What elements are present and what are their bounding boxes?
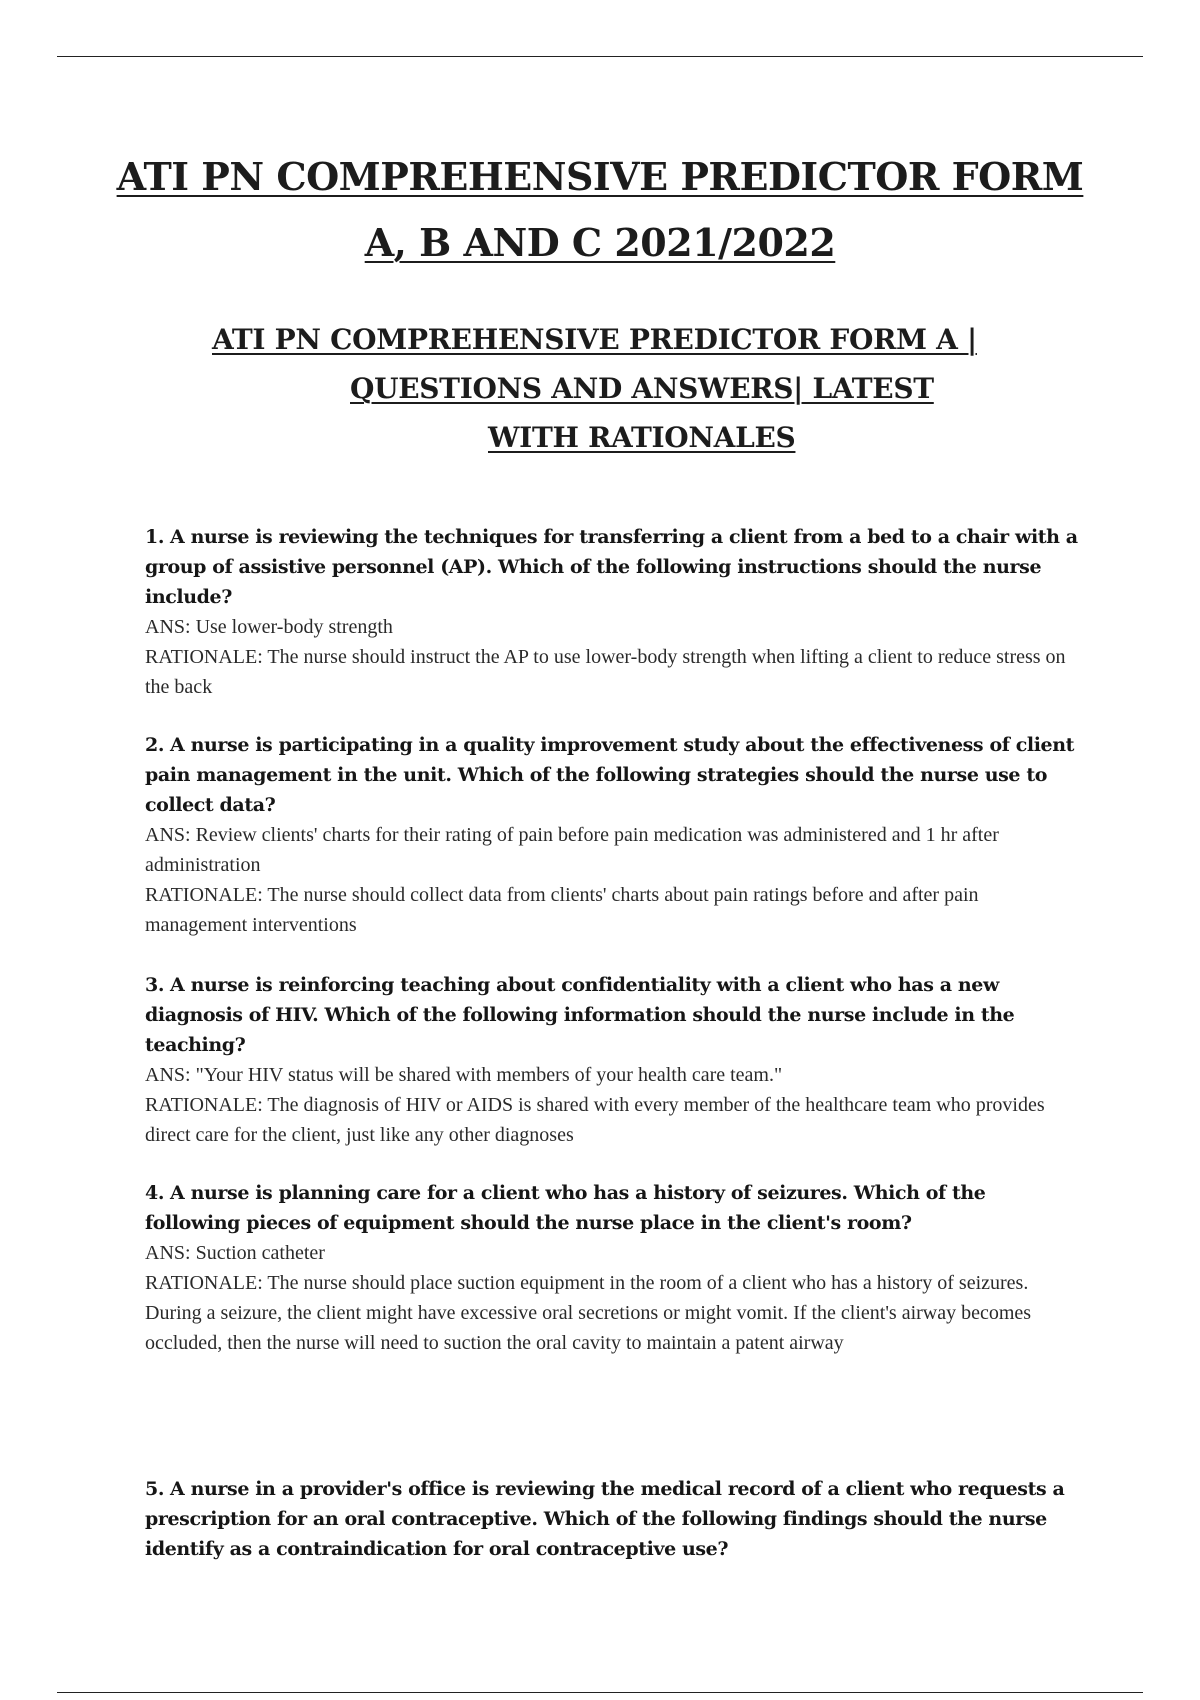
question-number: 1.: [145, 526, 165, 548]
question-number: 5.: [145, 1478, 165, 1500]
question-number: 2.: [145, 734, 165, 756]
question-body: A nurse is reviewing the techniques for transferring a client from a bed to a chair with a group of assistive personnel (AP). Which of the following instructions should the nurse include?: [145, 526, 1078, 608]
answer-text: ANS: Use lower-body strength: [145, 616, 393, 638]
rationale-text: RATIONALE: The diagnosis of HIV or AIDS is shared with every member of the healthcare team who provides direct care for the client, just like any other diagnoses: [145, 1094, 1045, 1146]
answer-text: ANS: Review clients' charts for their rating of pain before pain medication was administered and 1 hr after administration: [145, 824, 999, 876]
question-body: A nurse is reinforcing teaching about confidentiality with a client who has a new diagnosis of HIV. Which of the following information should the nurse include in the teaching?: [145, 974, 1015, 1056]
main-title: [0, 144, 1200, 276]
question-item-2: [145, 730, 1080, 940]
question-body: A nurse is planning care for a client who has a history of seizures. Which of the following pieces of equipment should the nurse place in the client's room?: [145, 1182, 986, 1234]
sub-title-line-3: WITH RATIONALES: [488, 421, 796, 454]
answer-text: ANS: "Your HIV status will be shared with members of your health care team.": [145, 1064, 783, 1086]
question-body: A nurse in a provider's office is reviewing the medical record of a client who requests a prescription for an oral contraceptive. Which of the following findings should the nurse identify as a contraindication for oral contraceptive use?: [145, 1478, 1065, 1560]
question-body: A nurse is participating in a quality improvement study about the effectiveness of client pain management in the unit. Which of the following strategies should the nurse use to collect data?: [145, 734, 1074, 816]
question-text: [145, 970, 1080, 1060]
question-item-4: [145, 1178, 1080, 1358]
rationale-text: RATIONALE: The nurse should instruct the AP to use lower-body strength when lifting a client to reduce stress on the back: [145, 646, 1066, 698]
answer-text: ANS: Suction catheter: [145, 1242, 325, 1264]
question-text: [145, 522, 1080, 612]
sub-title-line-2: QUESTIONS AND ANSWERS| LATEST: [350, 372, 934, 405]
question-number: 3.: [145, 974, 165, 996]
main-title-line-2: A, B AND C 2021/2022: [364, 220, 836, 265]
rationale-text: RATIONALE: The nurse should collect data from clients' charts about pain ratings before and after pain management interventions: [145, 884, 979, 936]
question-text: [145, 730, 1080, 820]
top-rule: [57, 56, 1143, 57]
question-number: 4.: [145, 1182, 165, 1204]
bottom-rule: [57, 1692, 1143, 1693]
question-text: [145, 1178, 1080, 1238]
question-item-5: [145, 1474, 1080, 1564]
question-item-3: [145, 970, 1080, 1150]
question-text: [145, 1474, 1080, 1564]
rationale-text: RATIONALE: The nurse should place suction equipment in the room of a client who has a history of seizures. During a seizure, the client might have excessive oral secretions or might vomit. If the client's airway becomes occluded, then the nurse will need to suction the oral cavity to maintain a patent airway: [145, 1272, 1032, 1354]
sub-title-line-1: ATI PN COMPREHENSIVE PREDICTOR FORM A |: [212, 323, 977, 356]
main-title-line-1: ATI PN COMPREHENSIVE PREDICTOR FORM: [116, 154, 1084, 199]
question-item-1: [145, 522, 1080, 702]
